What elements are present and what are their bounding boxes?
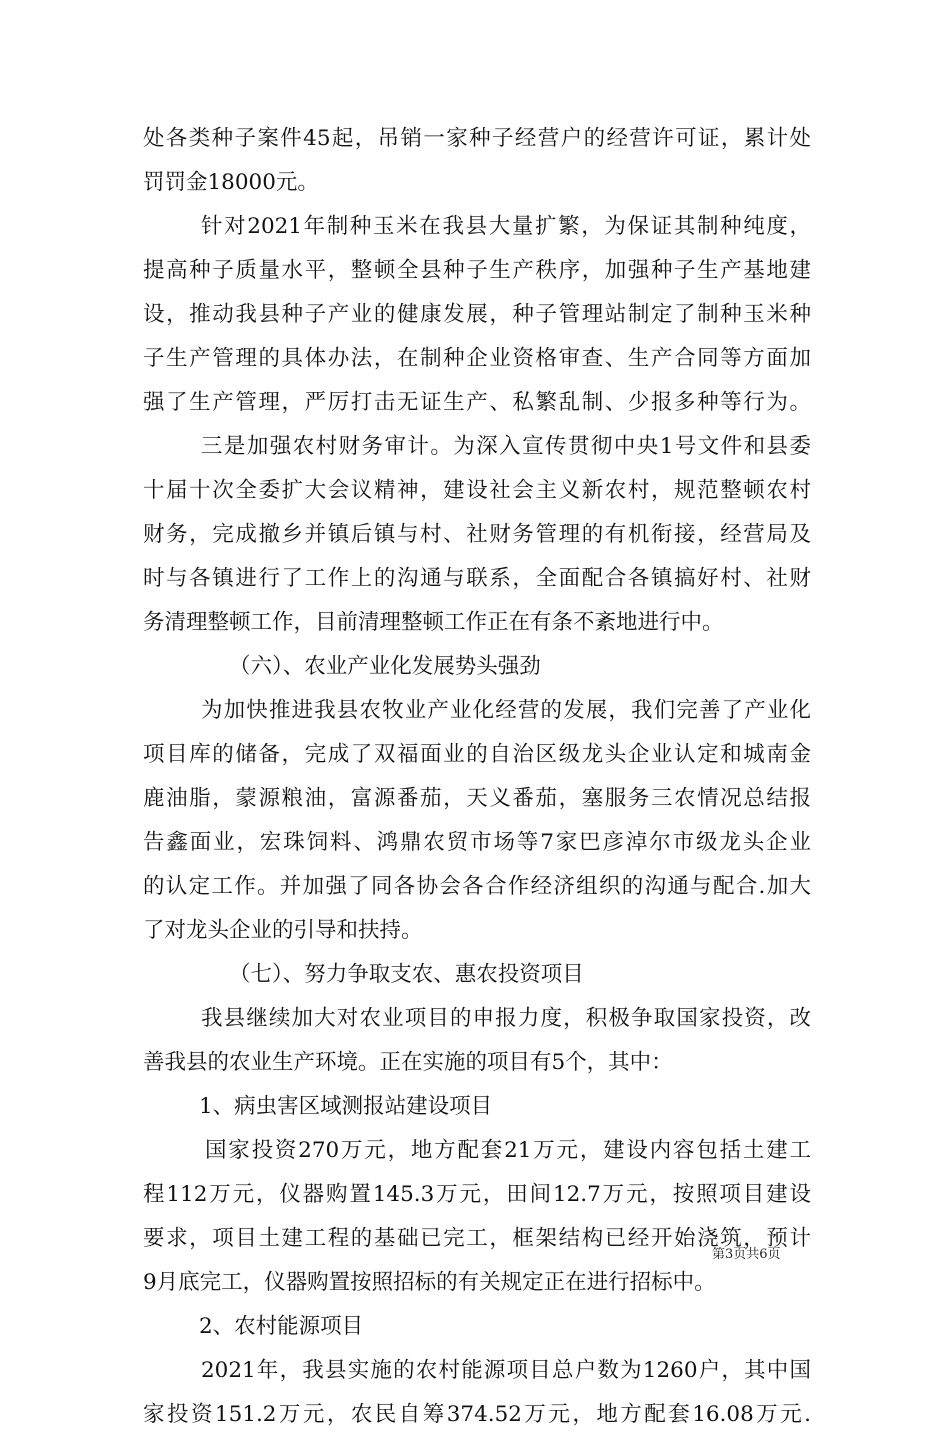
section-heading: （七）、努力争取支农、惠农投资项目 xyxy=(229,962,584,987)
document-body xyxy=(143,117,811,1437)
subsection-heading: 2、农村能源项目 xyxy=(199,1314,364,1339)
text-line: 时与各镇进行了工作上的沟通与联系，全面配合各镇搞好村、社财 xyxy=(143,566,811,591)
text-line: 三是加强农村财务审计。为深入宣传贯彻中央1号文件和县委 xyxy=(201,434,811,459)
text-line: 罚罚金18000元。 xyxy=(143,170,319,195)
text-line: 针对2021年制种玉米在我县大量扩繁，为保证其制种纯度， xyxy=(201,214,811,239)
text-line: 2021年，我县实施的农村能源项目总户数为1260户，其中国 xyxy=(201,1358,811,1383)
subsection-heading: 1、病虫害区域测报站建设项目 xyxy=(199,1094,493,1119)
text-line: 设，推动我县种子产业的健康发展，种子管理站制定了制种玉米种 xyxy=(143,302,811,327)
text-line: 了对龙头企业的引导和扶持。 xyxy=(143,918,423,943)
text-line: 9月底完工，仪器购置按照招标的有关规定正在进行招标中。 xyxy=(143,1270,716,1295)
text-line: 程112万元，仪器购置145.3万元，田间12.7万元，按照项目建设 xyxy=(143,1182,811,1207)
text-line: 国家投资270万元，地方配套21万元，建设内容包括土建工 xyxy=(205,1138,811,1163)
text-line: 为加快推进我县农牧业产业化经营的发展，我们完善了产业化 xyxy=(201,698,811,723)
text-line: 告鑫面业，宏珠饲料、鸿鼎农贸市场等7家巴彦淖尔市级龙头企业 xyxy=(143,830,811,855)
text-line: 的认定工作。并加强了同各协会各合作经济组织的沟通与配合.加大 xyxy=(143,874,811,899)
text-line: 务清理整顿工作，目前清理整顿工作正在有条不紊地进行中。 xyxy=(143,610,724,635)
text-line: 善我县的农业生产环境。正在实施的项目有5个，其中： xyxy=(143,1050,673,1075)
text-line: 家投资151.2万元，农民自筹374.52万元，地方配套16.08万元. xyxy=(143,1402,811,1427)
text-line: 项目库的储备，完成了双福面业的自治区级龙头企业认定和城南金 xyxy=(143,742,811,767)
text-line: 我县继续加大对农业项目的申报力度，积极争取国家投资，改 xyxy=(201,1006,811,1031)
text-line: 鹿油脂，蒙源粮油，富源番茄，天义番茄，塞服务三农情况总结报 xyxy=(143,786,811,811)
text-line: 十届十次全委扩大会议精神，建设社会主义新农村，规范整顿农村 xyxy=(143,478,811,503)
text-line: 子生产管理的具体办法，在制种企业资格审查、生产合同等方面加 xyxy=(143,346,811,371)
text-line: 强了生产管理，严厉打击无证生产、私繁乱制、少报多种等行为。 xyxy=(143,390,811,415)
text-line: 要求，项目土建工程的基础已完工，框架结构已经开始浇筑，预计 xyxy=(143,1226,811,1251)
text-line: 处各类种子案件45起，吊销一家种子经营户的经营许可证，累计处 xyxy=(143,126,811,151)
page-number: 第3页共6页 xyxy=(712,1247,781,1262)
section-heading: （六）、农业产业化发展势头强劲 xyxy=(229,654,541,679)
text-line: 提高种子质量水平，整顿全县种子生产秩序，加强种子生产基地建 xyxy=(143,258,811,283)
text-line: 财务，完成撤乡并镇后镇与村、社财务管理的有机衔接，经营局及 xyxy=(143,522,811,547)
